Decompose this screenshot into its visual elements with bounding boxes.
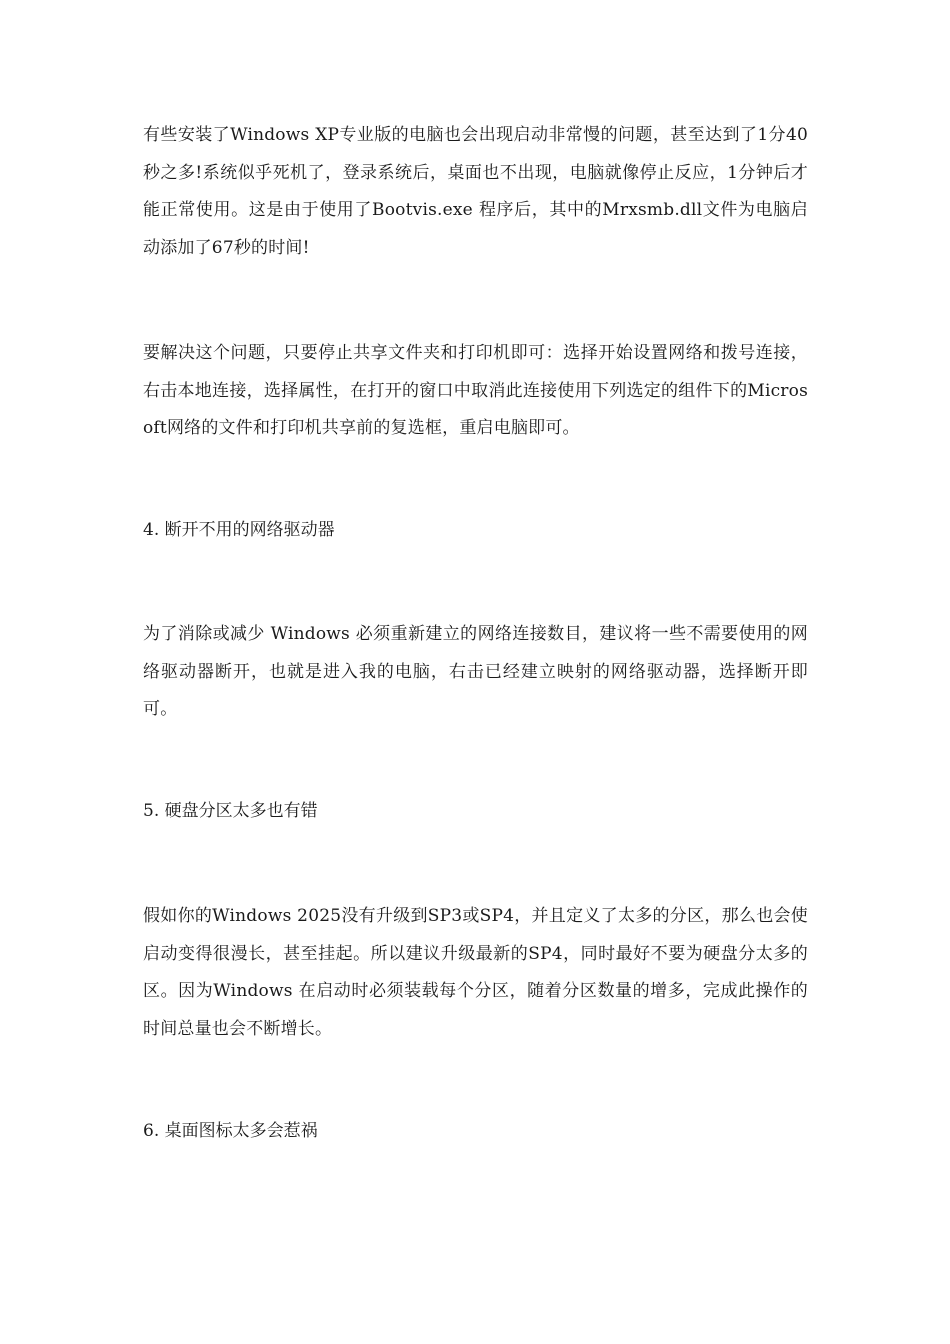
paragraph-disable-sharing: 要解决这个问题，只要停止共享文件夹和打印机即可：选择开始设置网络和拨号连接，右击本地连接，选择属性，在打开的窗口中取消此连接使用下列选定的组件下的Microsoft网络的文件和打印机共享前的复选框，重启电脑即可。: [143, 343, 808, 438]
heading-section-6: 6. 桌面图标太多会惹祸: [143, 1121, 318, 1141]
heading-section-4: 4. 断开不用的网络驱动器: [143, 520, 335, 540]
paragraph-slow-boot-xp: 有些安装了Windows XP专业版的电脑也会出现启动非常慢的问题，甚至达到了1分40秒之多!系统似乎死机了，登录系统后，桌面也不出现，电脑就像停止反应，1分钟后才能正常使用。这是由于使用了Bootvis.exe 程序后，其中的Mrxsmb.dll文件为电脑启动添加了67秒的时间!: [143, 125, 808, 258]
paragraph-network-drives: 为了消除或减少 Windows 必须重新建立的网络连接数目，建议将一些不需要使用的网络驱动器断开，也就是进入我的电脑，右击已经建立映射的网络驱动器，选择断开即可。: [143, 624, 808, 719]
heading-section-5: 5. 硬盘分区太多也有错: [143, 801, 318, 821]
paragraph-disk-partitions: 假如你的Windows 2025没有升级到SP3或SP4，并且定义了太多的分区，那么也会使启动变得很漫长，甚至挂起。所以建议升级最新的SP4，同时最好不要为硬盘分太多的区。因为Windows 在启动时必须装载每个分区，随着分区数量的增多，完成此操作的时间总量也会不断增长。: [143, 906, 808, 1039]
